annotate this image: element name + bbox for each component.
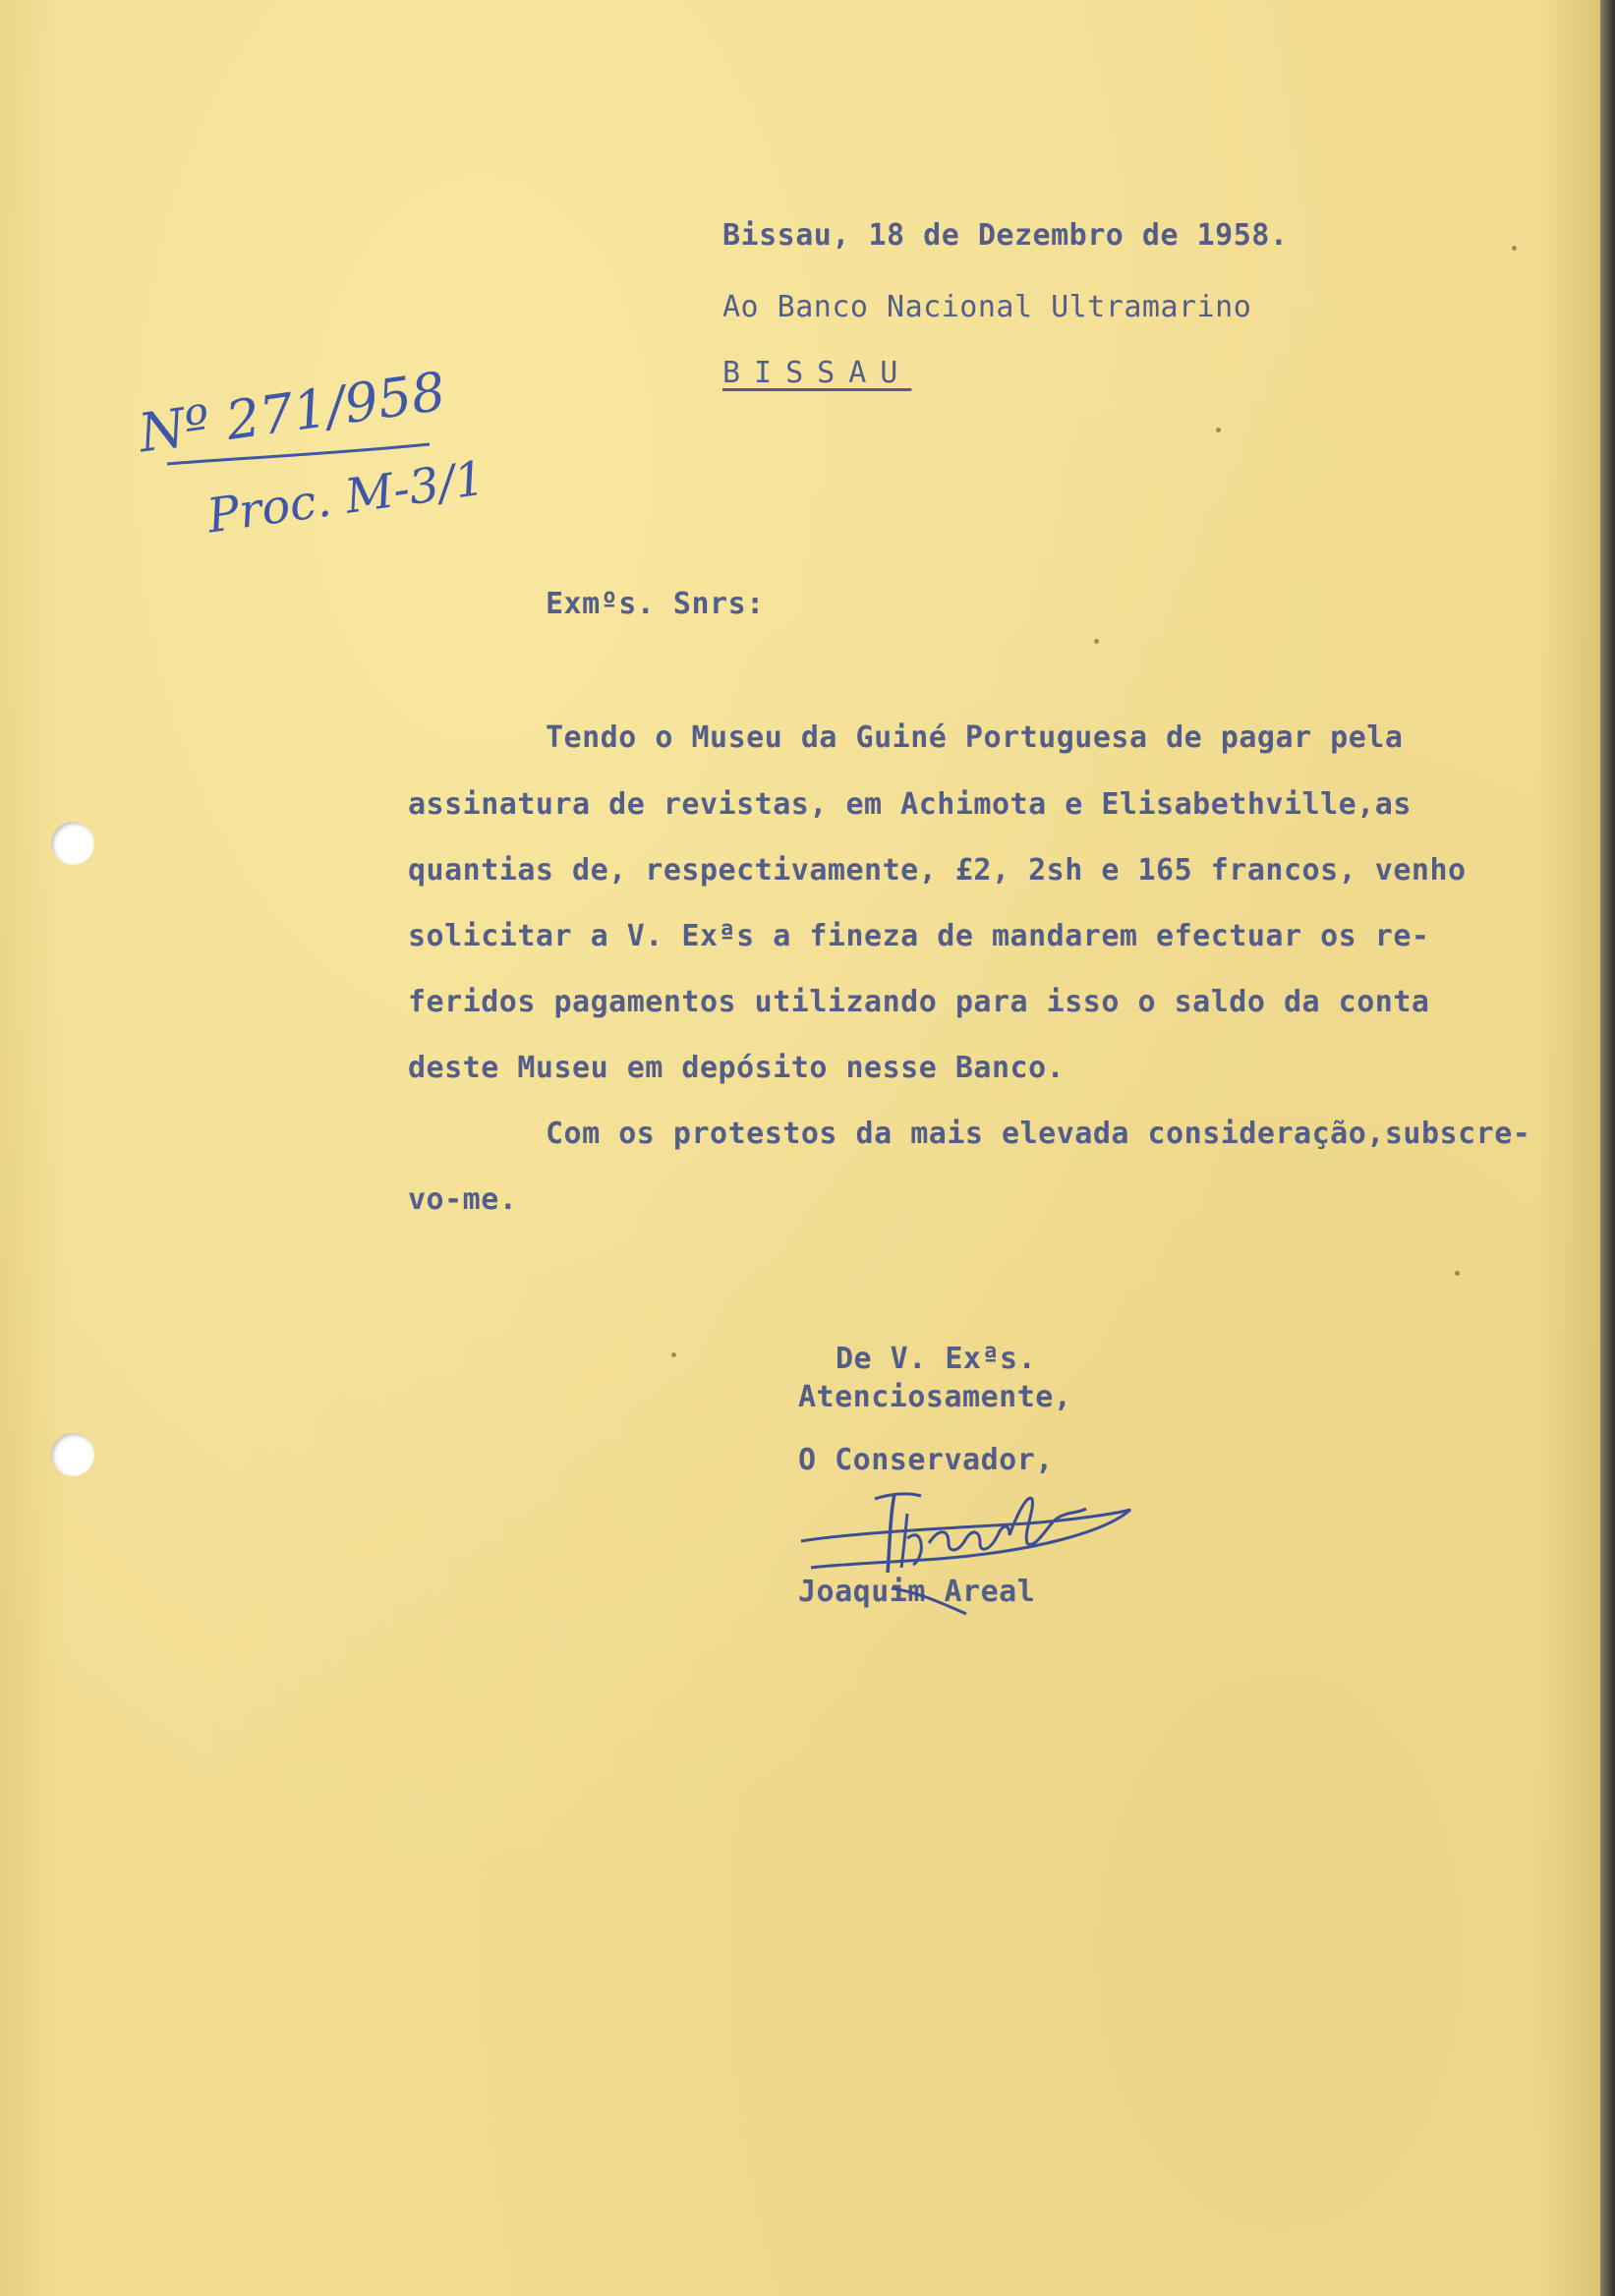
body-line: quantias de, respectivamente, £2, 2sh e 165 francos, venho [408, 853, 1467, 888]
closing-greeting: De V. Exªs. [836, 1342, 1037, 1376]
body-line: Com os protestos da mais elevada consideração,subscre- [546, 1117, 1531, 1151]
body-line: vo-me. [408, 1182, 518, 1217]
paper-speck [1094, 639, 1099, 644]
body-line: deste Museu em depósito nesse Banco. [408, 1051, 1066, 1085]
signatory-name: Joaquim Areal [798, 1575, 1036, 1609]
closing-title: O Conservador, [798, 1443, 1054, 1477]
paper-speck [1455, 1271, 1460, 1276]
paper-speck [1216, 428, 1221, 432]
paper-speck [1512, 246, 1517, 251]
signature-strike [890, 1580, 968, 1620]
salutation: Exmºs. Snrs: [546, 587, 765, 621]
body-line: solicitar a V. Exªs a fineza de mandarem efectuar os re- [408, 919, 1430, 953]
punch-hole-upper [51, 822, 94, 865]
body-line: feridos pagamentos utilizando para isso o saldo da conta [408, 985, 1430, 1019]
closing-regards: Atenciosamente, [798, 1380, 1072, 1414]
handwritten-process-ref: Proc. M-3/1 [203, 450, 489, 545]
punch-hole-lower [51, 1433, 94, 1476]
place-date-line: Bissau, 18 de Dezembro de 1958. [722, 218, 1289, 253]
scan-edge [1600, 0, 1615, 2296]
recipient-city: BISSAU [722, 356, 912, 390]
paper-speck [671, 1352, 676, 1357]
body-line: Tendo o Museu da Guiné Portuguesa de pagar pela [546, 720, 1404, 755]
recipient-line: Ao Banco Nacional Ultramarino [722, 290, 1252, 324]
body-line: assinatura de revistas, em Achimota e Elisabethville,as [408, 787, 1412, 822]
handwritten-reference-number: Nº 271/958 [135, 360, 449, 465]
